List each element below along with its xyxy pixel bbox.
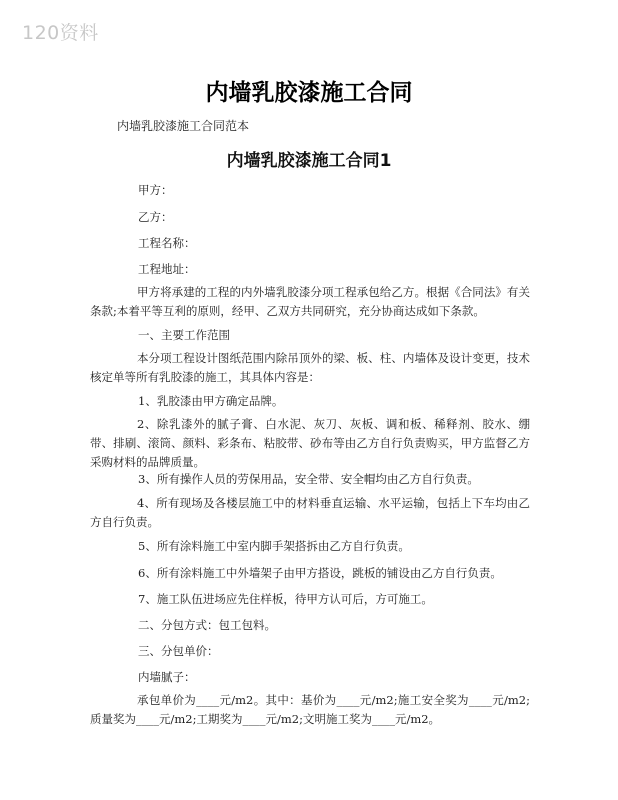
party-b-label: 乙方：	[138, 210, 173, 224]
scope-item-4: 4、所有现场及各楼层施工中的材料垂直运输、水平运输，包括上下车均由乙方自行负责。	[90, 496, 530, 529]
section-heading-scope: 一、主要工作范围	[138, 328, 230, 342]
scope-item-3: 3、所有操作人员的劳保用品，安全带、安全帽均由乙方自行负责。	[138, 472, 479, 486]
section-heading-method: 二、分包方式：包工包料。	[138, 618, 276, 632]
project-name-label: 工程名称：	[138, 236, 196, 250]
scope-item-7: 7、施工队伍进场应先住样板，待甲方认可后，方可施工。	[138, 592, 433, 606]
intro-paragraph: 甲方将承建的工程的内外墙乳胶漆分项工程承包给乙方。根据《合同法》有关条款;本着平等互利的原则，经甲、乙双方共同研究，充分协商达成如下条款。	[90, 285, 530, 318]
scope-item-2: 2、除乳漆外的腻子膏、白水泥、灰刀、灰板、调和板、稀释剂、胶水、绷带、排刷、滚筒、颜料、彩条布、粘胶带、砂布等由乙方自行负责购买，甲方监督乙方采购材料的品牌质量。	[90, 417, 530, 469]
price-paragraph: 承包单价为____元/m2。其中：基价为____元/m2;施工安全奖为____元/m2;质量奖为____元/m2;工期奖为____元/m2;文明施工奖为____元/m2。	[90, 693, 530, 726]
section-heading-price: 三、分包单价：	[138, 644, 219, 658]
interior-putty-label: 内墙腻子：	[138, 670, 196, 684]
project-address-label: 工程地址：	[138, 262, 196, 276]
party-a-label: 甲方：	[138, 183, 173, 197]
scope-item-5: 5、所有涂料施工中室内脚手架搭拆由乙方自行负责。	[138, 539, 410, 553]
scope-item-6: 6、所有涂料施工中外墙架子由甲方搭设，跳板的铺设由乙方自行负责。	[138, 566, 502, 580]
page-title: 内墙乳胶漆施工合同	[205, 80, 413, 106]
scope-item-1: 1、乳胶漆由甲方确定品牌。	[138, 394, 284, 408]
contract-title: 内墙乳胶漆施工合同1	[226, 151, 392, 171]
document-subtitle: 内墙乳胶漆施工合同范本	[117, 119, 250, 133]
watermark: 120资料	[22, 22, 99, 44]
scope-paragraph: 本分项工程设计图纸范围内除吊顶外的梁、板、柱、内墙体及设计变更，技术核定单等所有乳胶漆的施工，其具体内容是：	[90, 351, 530, 384]
